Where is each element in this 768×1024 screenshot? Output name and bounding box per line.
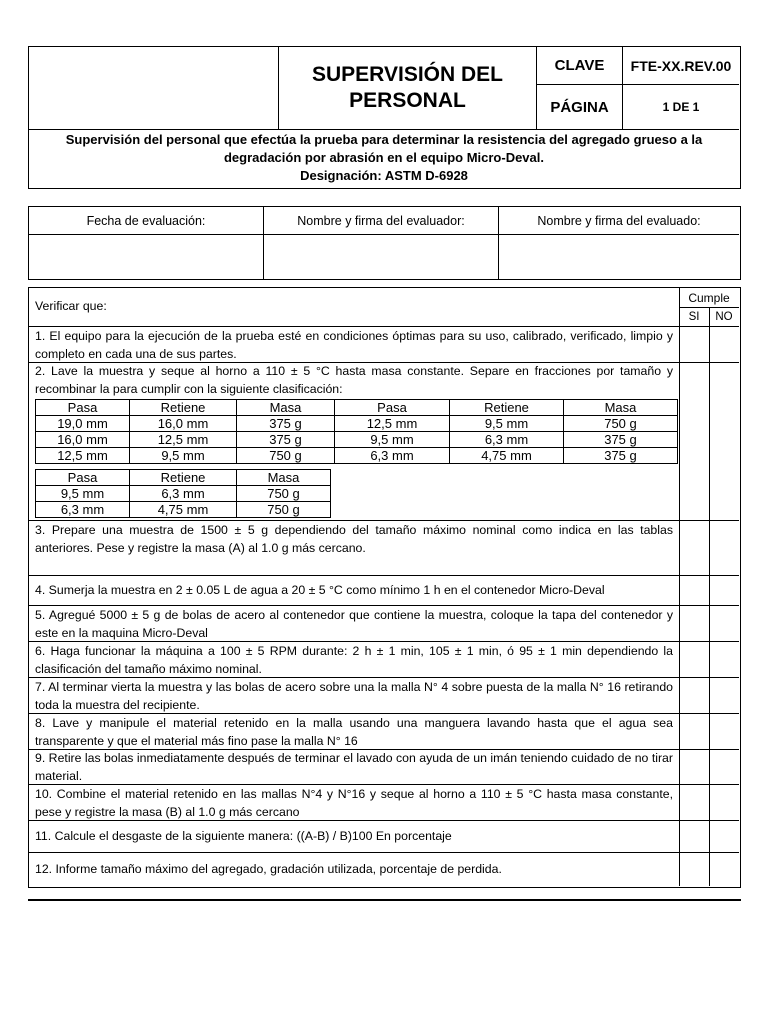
checklist-item-7 <box>29 678 739 714</box>
logo-area <box>29 47 279 130</box>
grad-cell: 6,3 mm <box>36 502 130 518</box>
item-3-text: 3. Prepare una muestra de 1500 ± 5 g dependiendo del tamaño máximo nominal como indica en las tablas anteriores. Pese y registre la masa (A) al 1.0 g más cercano. <box>35 523 673 555</box>
evaluador-label: Nombre y firma del evaluador: <box>264 207 499 235</box>
fecha-field[interactable] <box>29 235 264 279</box>
evaluado-label: Nombre y firma del evaluado: <box>499 207 739 235</box>
checklist-item-6 <box>29 642 739 678</box>
evaluador-signature-field[interactable] <box>264 235 499 279</box>
grad-cell: 9,5 mm <box>130 448 237 464</box>
grad-cell: 9,5 mm <box>36 486 130 502</box>
checklist-item-2 <box>29 363 739 521</box>
item-8-text: 8. Lave y manipule el material retenido en la malla usando una manguera lavando hasta que el agua sea transparente y que el material más fino pase la malla N° 16 <box>35 716 673 748</box>
table-row <box>36 502 331 518</box>
grad-cell: 9,5 mm <box>335 432 450 448</box>
grad-header-retiene: Retiene <box>130 400 237 416</box>
checklist-item-11 <box>29 821 739 853</box>
grad-cell: 12,5 mm <box>36 448 130 464</box>
item-11-text: 11. Calcule el desgaste de la siguiente manera: ((A-B) / B)100 En porcentaje <box>35 829 452 843</box>
item-6-text: 6. Haga funcionar la máquina a 100 ± 5 RPM durante: 2 h ± 1 min, 105 ± 1 min, ó 95 ± 1 min dependiendo la clasificación del tamaño máximo nominal. <box>35 644 673 676</box>
grad-cell: 6,3 mm <box>130 486 237 502</box>
checklist-item-5 <box>29 606 739 642</box>
document-description <box>29 130 739 187</box>
desc-line-2: degradación por abrasión en el equipo Micro-Deval. <box>223 150 544 165</box>
si-header: SI <box>688 311 700 323</box>
grad-cell: 375 g <box>237 416 335 432</box>
item-7-text: 7. Al terminar vierta la muestra y las bolas de acero sobre una la malla N° 4 sobre puesta de la malla N° 16 retirando toda la muestra del recipiente. <box>35 680 673 712</box>
checklist-item-4 <box>29 576 739 606</box>
desc-line-1: Supervisión del personal que efectúa la prueba para determinar la resistencia del agregado grueso a la <box>65 132 703 147</box>
grad-cell: 16,0 mm <box>36 432 130 448</box>
pagina-value: 1 DE 1 <box>623 85 739 130</box>
pagina-label: PÁGINA <box>537 85 623 130</box>
grad-header-pasa: Pasa <box>36 470 130 486</box>
item-1-text: 1. El equipo para la ejecución de la prueba esté en condiciones óptimas para su uso, calibrado, verificado, limpio y completo en cada una de sus partes. <box>35 329 673 361</box>
checklist-item-1 <box>29 327 739 363</box>
checklist-item-9 <box>29 750 739 785</box>
grad-cell: 9,5 mm <box>450 416 564 432</box>
item-12-text: 12. Informe tamaño máximo del agregado, gradación utilizada, porcentaje de perdida. <box>35 862 502 876</box>
page-title <box>279 47 537 130</box>
table-row <box>36 432 678 448</box>
grad-cell: 16,0 mm <box>130 416 237 432</box>
clave-value: FTE-XX.REV.00 <box>623 47 739 85</box>
verify-row <box>29 288 739 327</box>
grad-header-masa: Masa <box>564 400 678 416</box>
grad-cell: 375 g <box>564 432 678 448</box>
grad-cell: 6,3 mm <box>450 432 564 448</box>
item-10-text: 10. Combine el material retenido en las mallas N°4 y N°16 y seque al horno a 110 ± 5 °C hasta masa constante, pese y registre la masa (B) al 1.0 g más cercano <box>35 787 673 819</box>
no-header: NO <box>715 311 733 323</box>
grad-cell: 750 g <box>237 502 331 518</box>
grad-header-masa: Masa <box>237 470 331 486</box>
evaluation-table <box>28 206 741 280</box>
grad-cell: 19,0 mm <box>36 416 130 432</box>
grad-cell: 375 g <box>564 448 678 464</box>
table-row <box>36 448 678 464</box>
checklist-item-3 <box>29 521 739 576</box>
table-row <box>36 416 678 432</box>
grad-cell: 12,5 mm <box>130 432 237 448</box>
grad-cell: 4,75 mm <box>130 502 237 518</box>
checklist-item-10 <box>29 785 739 821</box>
clave-label: CLAVE <box>537 47 623 85</box>
evaluado-signature-field[interactable] <box>499 235 739 279</box>
desc-line-3: Designación: ASTM D-6928 <box>300 168 468 183</box>
grad-cell: 750 g <box>237 448 335 464</box>
item-4-text: 4. Sumerja la muestra en 2 ± 0.05 L de agua a 20 ± 5 °C como mínimo 1 h en el contenedor Micro-Deval <box>35 583 605 597</box>
grad-cell: 4,75 mm <box>450 448 564 464</box>
item-2-text: 2. Lave la muestra y seque al horno a 110 ± 5 °C hasta masa constante. Separe en fracciones por tamaño y recombinar la para cumplir con la siguiente clasificación: <box>35 364 673 396</box>
grad-header-pasa: Pasa <box>335 400 450 416</box>
grad-header-pasa: Pasa <box>36 400 130 416</box>
grad-header-retiene: Retiene <box>450 400 564 416</box>
grad-header-masa: Masa <box>237 400 335 416</box>
cumple-header: Cumple <box>679 288 739 308</box>
grad-cell: 750 g <box>564 416 678 432</box>
grad-cell: 750 g <box>237 486 331 502</box>
checklist-table <box>28 287 741 888</box>
fecha-label: Fecha de evaluación: <box>29 207 264 235</box>
grad-cell: 6,3 mm <box>335 448 450 464</box>
grad-cell: 375 g <box>237 432 335 448</box>
checklist-item-12 <box>29 853 679 886</box>
gradation-table <box>35 399 678 464</box>
document-header <box>28 46 741 189</box>
table-row <box>36 486 331 502</box>
checklist-item-8 <box>29 714 739 750</box>
footer-rule <box>28 899 741 901</box>
item-5-text: 5. Agregué 5000 ± 5 g de bolas de acero al contenedor que contiene la muestra, coloque la tapa del contenedor y este en la maquina Micro-Deval <box>35 608 673 640</box>
title-line-1: SUPERVISIÓN DEL <box>312 63 503 86</box>
title-line-2: PERSONAL <box>349 89 466 112</box>
grad-header-retiene: Retiene <box>130 470 237 486</box>
gradation-table-bottom <box>35 469 331 518</box>
verify-label: Verificar que: <box>35 299 107 313</box>
grad-cell: 12,5 mm <box>335 416 450 432</box>
item-9-text: 9. Retire las bolas inmediatamente después de terminar el lavado con ayuda de un imán teniendo cuidado de no tirar material. <box>35 751 673 783</box>
